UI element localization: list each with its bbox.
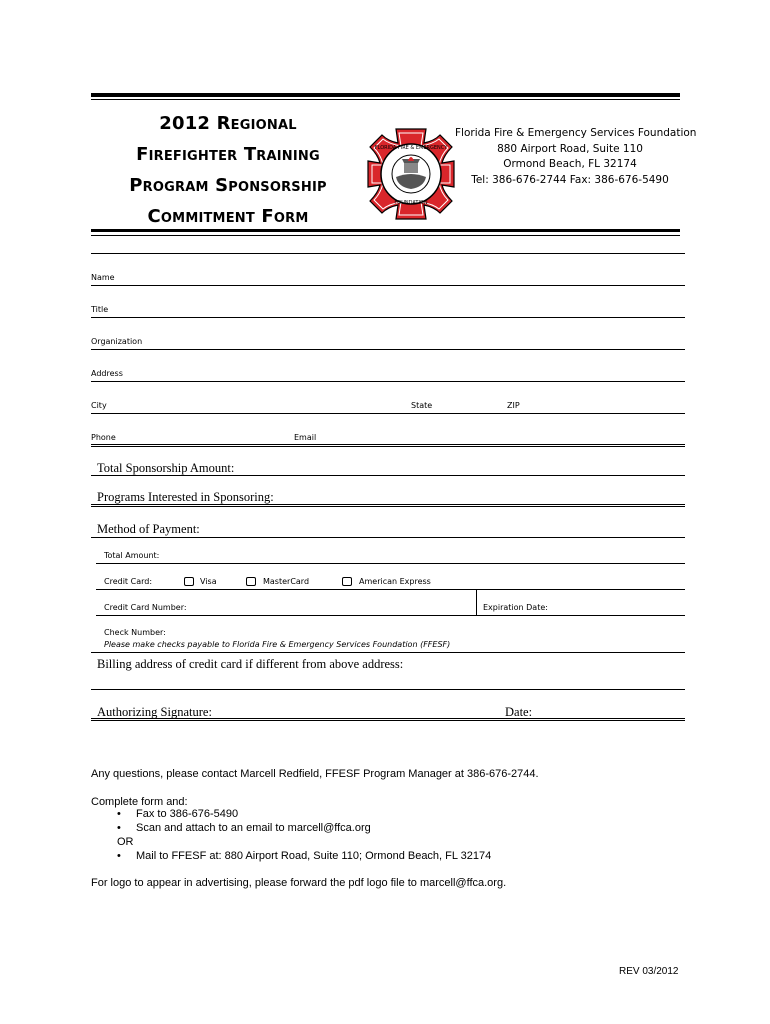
mastercard-checkbox[interactable] <box>246 577 256 586</box>
billing-address-field[interactable] <box>91 689 685 690</box>
visa-checkbox[interactable] <box>184 577 194 586</box>
method-of-payment-label: Method of Payment: <box>97 522 200 536</box>
bullet-icon: • <box>117 822 121 834</box>
city-label: City <box>91 401 107 410</box>
org-city: Ormond Beach, FL 32174 <box>503 158 637 170</box>
top-divider <box>91 253 685 254</box>
revision-label: REV 03/2012 <box>619 966 679 977</box>
title-field[interactable] <box>91 317 685 318</box>
org-address: 880 Airport Road, Suite 110 <box>497 142 643 155</box>
zip-label: ZIP <box>507 401 520 410</box>
card-number-label: Credit Card Number: <box>104 603 187 612</box>
total-amount-field[interactable] <box>96 563 685 564</box>
billing-address-label: Billing address of credit card if different from above address: <box>97 657 404 671</box>
address-label: Address <box>91 369 123 378</box>
check-number-label: Check Number: <box>104 628 166 637</box>
email-label: Email <box>294 433 317 442</box>
amex-label: American Express <box>359 577 431 586</box>
title-label: Title <box>91 305 109 314</box>
amex-checkbox[interactable] <box>342 577 352 586</box>
svg-text:FOUNDATION: FOUNDATION <box>394 200 428 206</box>
check-payable-note: Please make checks payable to Florida Fire & Emergency Services Foundation (FFESF) <box>104 640 451 649</box>
visa-label: Visa <box>200 577 217 586</box>
header-top-rule-thin <box>91 99 680 100</box>
programs-label: Programs Interested in Sponsoring: <box>97 490 274 504</box>
form-title <box>108 108 348 232</box>
signature-label: Authorizing Signature: <box>97 705 212 719</box>
signature-field[interactable] <box>91 718 685 721</box>
header-bottom-rule <box>91 229 680 232</box>
questions-text: Any questions, please contact Marcell Redfield, FFESF Program Manager at 386-676-2744. <box>91 768 539 780</box>
name-label: Name <box>91 273 115 282</box>
title-line-1: 2012 Regional <box>159 113 297 134</box>
ffesf-logo <box>366 125 456 221</box>
name-field[interactable] <box>91 285 685 286</box>
address-field[interactable] <box>91 381 685 382</box>
credit-card-label: Credit Card: <box>104 577 153 586</box>
organization-info <box>455 126 697 188</box>
credit-card-divider <box>96 589 685 590</box>
org-phone: Tel: 386-676-2744 Fax: 386-676-5490 <box>471 173 669 186</box>
svg-text:FLORIDA FIRE & EMERGENCY: FLORIDA FIRE & EMERGENCY <box>374 145 448 151</box>
card-number-field[interactable] <box>96 615 685 616</box>
expiration-label: Expiration Date: <box>483 603 548 612</box>
bullet-icon: • <box>117 850 121 862</box>
title-line-4: Commitment Form <box>147 206 309 227</box>
programs-field[interactable] <box>91 504 685 507</box>
total-sponsorship-label: Total Sponsorship Amount: <box>97 461 235 475</box>
header-top-rule <box>91 93 680 97</box>
header-bottom-rule-thin <box>91 235 680 236</box>
bullet-icon: • <box>117 808 121 820</box>
mastercard-label: MasterCard <box>263 577 310 586</box>
maltese-cross-icon <box>366 125 456 221</box>
card-number-separator <box>476 590 477 615</box>
phone-label: Phone <box>91 433 116 442</box>
total-sponsorship-field[interactable] <box>91 475 685 476</box>
logo-instruction: For logo to appear in advertising, please forward the pdf logo file to marcell@ffca.org. <box>91 877 507 889</box>
organization-field[interactable] <box>91 349 685 350</box>
phone-email-field[interactable] <box>91 444 685 447</box>
state-label: State <box>411 401 433 410</box>
total-amount-label: Total Amount: <box>104 551 160 560</box>
title-line-3: Program Sponsorship <box>129 175 327 196</box>
title-line-2: Firefighter Training <box>136 144 320 165</box>
city-state-zip-field[interactable] <box>91 413 685 414</box>
date-label: Date: <box>505 705 533 719</box>
complete-form-text: Complete form and: <box>91 796 188 808</box>
check-number-field[interactable] <box>91 652 685 653</box>
or-text: OR <box>117 836 134 848</box>
fax-instruction: Fax to 386-676-5490 <box>136 808 239 820</box>
org-name: Florida Fire & Emergency Services Foundation <box>455 127 697 139</box>
mail-instruction: Mail to FFESF at: 880 Airport Road, Suite 110; Ormond Beach, FL 32174 <box>136 850 492 862</box>
method-divider <box>91 537 685 538</box>
scan-instruction: Scan and attach to an email to marcell@ffca.org <box>136 822 371 834</box>
organization-label: Organization <box>91 337 143 346</box>
